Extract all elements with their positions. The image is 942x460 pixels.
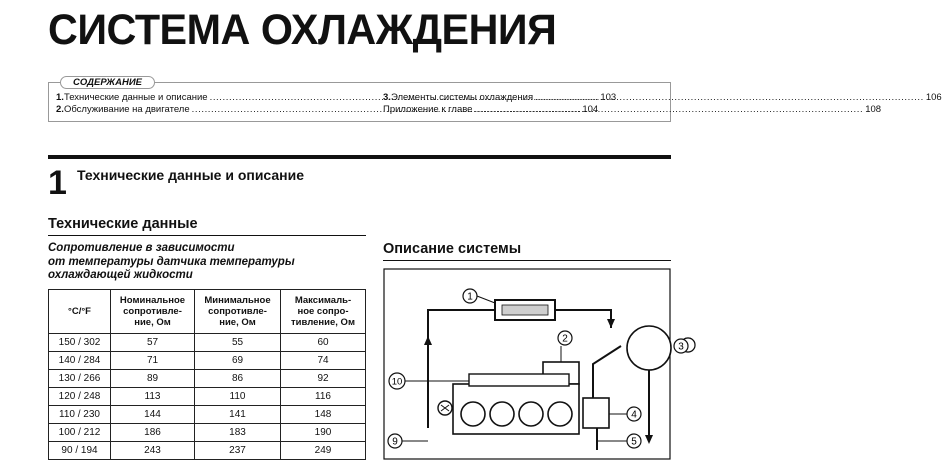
table-caption-line: Сопротивление в зависимости bbox=[48, 242, 235, 254]
table-caption bbox=[48, 242, 366, 283]
svg-text:5: 5 bbox=[631, 436, 637, 448]
callout-5 bbox=[597, 434, 641, 448]
toc-column-right bbox=[383, 92, 942, 116]
arrow-down-icon bbox=[645, 435, 653, 444]
engine-head bbox=[469, 374, 569, 386]
table-caption-line: охлаждающей жидкости bbox=[48, 269, 193, 281]
table-row: 90 / 194 243 237 249 bbox=[49, 442, 366, 460]
toc-item-number: 1. bbox=[56, 92, 64, 103]
callout-2 bbox=[558, 331, 572, 345]
svg-text:1: 1 bbox=[467, 291, 473, 303]
tech-data-heading: Технические данные bbox=[48, 216, 366, 236]
callout-3-label: 3 bbox=[678, 341, 684, 353]
toc-item-page: 104 bbox=[582, 104, 599, 115]
table-row: 110 / 230 144 141 148 bbox=[49, 406, 366, 424]
toc-item[interactable] bbox=[383, 104, 882, 116]
cylinder bbox=[490, 402, 514, 426]
toc-item-text: Приложение к главе bbox=[383, 104, 473, 115]
svg-text:10: 10 bbox=[391, 376, 403, 388]
toc-item-page: 106 bbox=[925, 92, 942, 103]
table-row: 100 / 212 186 183 190 bbox=[49, 424, 366, 442]
svg-text:9: 9 bbox=[392, 436, 398, 448]
table-row: 130 / 266 89 86 92 bbox=[49, 370, 366, 388]
callout-9 bbox=[388, 434, 428, 448]
toc-item-number: 2. bbox=[56, 104, 64, 115]
callout-3-badge bbox=[670, 335, 694, 357]
toc-leader bbox=[535, 92, 924, 104]
toc-item-page: 108 bbox=[865, 104, 882, 115]
toc-item-text: Технические данные и описание bbox=[63, 92, 208, 103]
description-heading: Описание системы bbox=[383, 241, 671, 261]
svg-text:2: 2 bbox=[562, 333, 568, 345]
table-row: 140 / 284 71 69 74 bbox=[49, 352, 366, 370]
table-caption-line: от температуры датчика температуры bbox=[48, 255, 295, 268]
callout-4 bbox=[609, 407, 641, 421]
arrow-up-icon bbox=[424, 336, 432, 345]
section-number: 1 bbox=[48, 164, 67, 202]
cylinder bbox=[548, 402, 572, 426]
toc-item-text: Обслуживание на двигателе bbox=[63, 104, 190, 115]
cylinder bbox=[519, 402, 543, 426]
cooling-system-diagram bbox=[383, 268, 671, 450]
svg-text:4: 4 bbox=[631, 409, 637, 421]
section-rule bbox=[48, 155, 671, 159]
toc-item-number: 3. bbox=[383, 92, 391, 103]
table-row: 150 / 302 57 55 60 bbox=[49, 334, 366, 352]
hose-left bbox=[428, 310, 495, 353]
toc-leader bbox=[474, 104, 863, 116]
radiator bbox=[627, 326, 671, 370]
resistance-table bbox=[48, 289, 366, 460]
hose-to-radiator bbox=[593, 346, 621, 398]
toc-item-page: 103 bbox=[600, 92, 617, 103]
expansion-tank-fill bbox=[502, 305, 548, 315]
page-title: СИСТЕМА ОХЛАЖДЕНИЯ bbox=[48, 6, 557, 54]
arrow-down-icon bbox=[607, 319, 615, 328]
table-row: 120 / 248 113 110 116 bbox=[49, 388, 366, 406]
table-header-row bbox=[49, 290, 366, 334]
toc-item-text: Элементы системы охлаждения bbox=[390, 92, 534, 103]
col-header-nominal: Номинальное сопротивле- ние, Ом bbox=[111, 290, 195, 334]
col-header-minimum: Минимальное сопротивле- ние, Ом bbox=[195, 290, 281, 334]
water-pump bbox=[583, 398, 609, 428]
callout-1 bbox=[463, 289, 495, 303]
col-header-temperature: °C/°F bbox=[49, 290, 111, 334]
toc-label: СОДЕРЖАНИЕ bbox=[60, 76, 155, 89]
section-title: Технические данные и описание bbox=[77, 167, 305, 183]
cylinder bbox=[461, 402, 485, 426]
col-header-maximum: Максималь- ное сопро- тивление, Ом bbox=[281, 290, 366, 334]
hose-right bbox=[555, 310, 611, 328]
toc-item[interactable] bbox=[383, 92, 942, 104]
